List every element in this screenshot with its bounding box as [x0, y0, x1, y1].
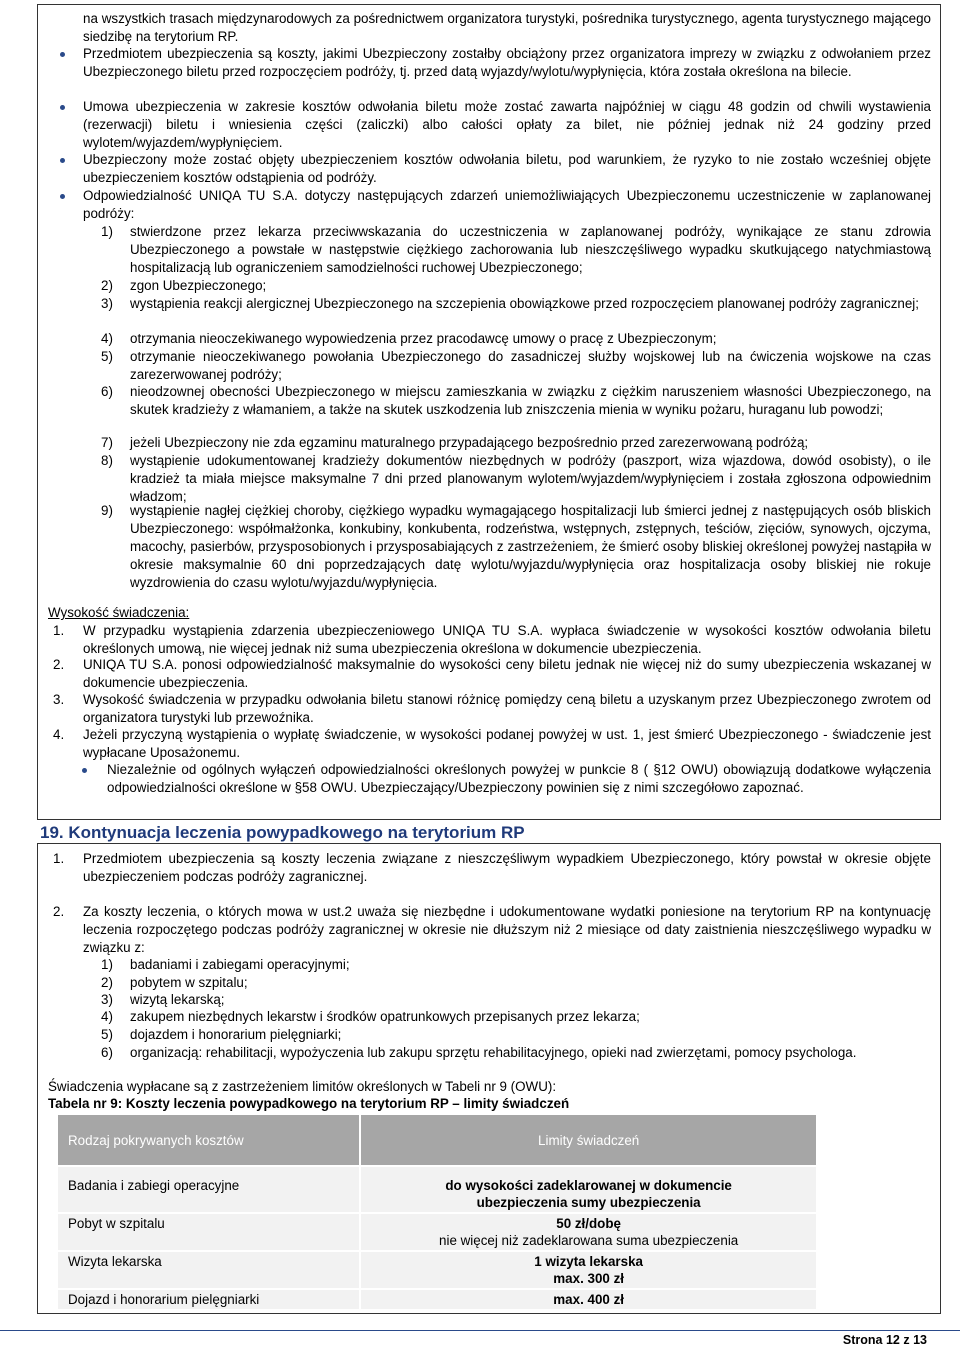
list-item: pobytem w szpitalu;: [130, 975, 248, 990]
list-number: 1.: [53, 851, 65, 866]
list-item: stwierdzone przez lekarza przeciwwskazania do uczestniczenia w zaplanowanej podróży, wynikające ze stanu zdrowia Ubezpieczonego a powstałe w następstwie ciężkiego zachorowania lub nieszczęśliwego wypadku skutkującego natychmiastową hospitalizacją lub ograniczeniem samodzielności ruchowej Ubezpieczonego;: [130, 224, 931, 275]
list-item: organizacją: rehabilitacji, wypożyczenia lub zakupu sprzętu rehabilitacyjnego, opieki nad zwierzętami, pomocy psychologa.: [130, 1045, 857, 1060]
value-line: ubezpieczenia sumy ubezpieczenia: [476, 1195, 701, 1210]
bullet-icon: [60, 105, 65, 110]
list-item: wystąpienia reakcji alergicznej Ubezpieczonego na szczepienia obowiązkowe przed rozpoczęciem planowanej podróży zagranicznej;: [130, 296, 919, 311]
list-item: Wysokość świadczenia w przypadku odwołania biletu stanowi różnicę pomiędzy ceną biletu a uzyskanym przez Ubezpieczonego zwrotem od organizatora turystyki lub przewoźnika.: [83, 692, 931, 725]
value-line: max. 400 zł: [553, 1292, 624, 1307]
table-cell-value: [360, 1289, 817, 1310]
paragraph-condition: Ubezpieczony może zostać objęty ubezpieczeniem kosztów odwołania biletu, pod warunkiem, że ryzyko to nie zostało wcześniej objęte ubezpieczeniem kosztów odstąpienia od podróży.: [83, 152, 931, 185]
footer-rule: [0, 1330, 960, 1331]
list-item: wystąpienie udokumentowanej kradzieży dokumentów niezbędnych w podróży (paszport, wiza wjazdowa, dowód osobisty), o ile kradzież ta miała miejsce maksymalne 7 dni przed planowanym wylotem/wyjazdem/wypłynięciem i została zgłoszona odpowiednim władzom;: [130, 453, 931, 504]
table-cell-value: [360, 1166, 817, 1213]
list-item: dojazdem i honorarium pielęgniarki;: [130, 1027, 342, 1042]
paragraph-contract: Umowa ubezpieczenia w zakresie kosztów odwołania biletu może zostać zawarta najpóźniej w ciągu 48 godzin od chwili wystawienia (rezerwacji) biletu i wniesienia części (zaliczki) albo całości opłaty za bilet, nie później jednak niż 24 godziny przed wylotem/wyjazdem/wypłynięciem.: [83, 99, 931, 150]
list-number: 2): [101, 278, 113, 293]
list-item: zgon Ubezpieczonego;: [130, 278, 267, 293]
list-number: 5): [101, 1027, 113, 1042]
paragraph-costs-19: Za koszty leczenia, o których mowa w ust.2 uważa się niezbędne i udokumentowane wydatki poniesione na terytorium RP na kontynuację leczenia rozpoczętego podczas podróży zagranicznej w okresie nie dłuższym niż 2 miesiące od daty zaistnienia nieszczęśliwego wypadku w związku z:: [83, 904, 931, 955]
bullet-icon: [60, 194, 65, 199]
table-header-cell: Rodzaj pokrywanych kosztów: [57, 1114, 360, 1166]
table-title: Tabela nr 9: Koszty leczenia powypadkowego na terytorium RP – limity świadczeń: [48, 1096, 570, 1111]
list-item: wizytą lekarską;: [130, 992, 225, 1007]
value-line: 50 zł/dobę: [556, 1216, 621, 1231]
list-item: Jeżeli przyczyną wystąpienia o wypłatę świadczenie, w wysokości podanej powyżej w ust. 1, jest śmierć Ubezpieczonego - świadczenie jest wypłacane Uposażonemu.: [83, 727, 931, 760]
list-item: W przypadku wystąpienia zdarzenia ubezpieczeniowego UNIQA TU S.A. wypłaca świadczenie w wysokości kosztów odwołania biletu określonych umową, nie więcej jednak niż suma ubezpieczenia określona w dokumencie ubezpieczenia.: [83, 623, 931, 656]
list-item: jeżeli Ubezpieczony nie zda egzaminu maturalnego przypadającego bezpośrednio przed zarezerwowaną podróżą;: [130, 435, 809, 450]
list-item: otrzymanie nieoczekiwanego powołania Ubezpieczonego do zasadniczej służby wojskowej lub na ćwiczenia wojskowe na czas zarezerwowanej podróży;: [130, 349, 931, 382]
list-number: 7): [101, 435, 113, 450]
paragraph-liability: Odpowiedzialność UNIQA TU S.A. dotyczy następujących zdarzeń uniemożliwiających Ubezpieczonemu uczestniczenie w zaplanowanej podróży:: [83, 188, 931, 221]
list-item: wystąpienie nagłej ciężkiej choroby, ciężkiego wypadku wymagającego hospitalizacji lub śmierci jednej z następujących osób bliskich Ubezpieczonego: współmałżonka, konkubiny, konkubenta, rodzeństwa, wstępnych, zstępnych, teściów, zięciów, synowych, ojczyma, macochy, pasierbów, przysposobionych i przysposabiających z zastrzeżeniem, że śmierć osoby bliskiej określonej powyżej nastąpiła w okresie maksymalnie 60 dni poprzedzających datę wylotu/wyjazdu/wypłynięcia oraz hospitalizacja osoby bliskiej nie rokuje wyzdrowienia do czasu wylotu/wyjazdu/wypłynięcia.: [130, 503, 931, 590]
value-line: max. 300 zł: [553, 1271, 624, 1286]
list-item: otrzymania nieoczekiwanego wypowiedzenia przez pracodawcę umowy o pracę z Ubezpieczonym;: [130, 331, 717, 346]
list-number: 3.: [53, 692, 65, 707]
list-number: 1): [101, 957, 113, 972]
section-heading: 19. Kontynuacja leczenia powypadkowego na terytorium RP: [40, 823, 525, 842]
list-item: nieodzownej obecności Ubezpieczonego w miejscu zamieszkania w związku z ciężkim naruszeniem własności Ubezpieczonego, na skutek kradzieży z włamaniem, a także na skutek uszkodzenia lub zniszczenia mienia w wyniku pożaru, huraganu lub powodzi;: [130, 384, 931, 417]
table-cell: Pobyt w szpitalu: [57, 1213, 360, 1251]
bullet-icon: [82, 768, 87, 773]
limits-table: [56, 1113, 818, 1311]
value-line: nie więcej niż zadeklarowana suma ubezpieczenia: [439, 1233, 739, 1248]
paragraph-exclusions: Niezależnie od ogólnych wyłączeń odpowiedzialności określonych powyżej w punkcie 8 ( §12 OWU) obowiązują dodatkowe wyłączenia odpowiedzialności określone w §58 OWU. Ubezpieczający/Ubezpieczony powinien się z nimi szczegółowo zapoznać.: [107, 762, 931, 795]
table-cell: Dojazd i honorarium pielęgniarki: [57, 1289, 360, 1310]
list-number: 5): [101, 349, 113, 364]
list-number: 6): [101, 384, 113, 399]
limits-note: Świadczenia wypłacane są z zastrzeżeniem limitów określonych w Tabeli nr 9 (OWU):: [48, 1079, 557, 1094]
list-number: 9): [101, 503, 113, 518]
table-row: [57, 1289, 817, 1310]
table-header-row: [57, 1114, 817, 1166]
list-item: zakupem niezbędnych lekarstw i środków opatrunkowych przepisanych przez lekarza;: [130, 1009, 640, 1024]
value-line: do wysokości zadeklarowanej w dokumencie: [445, 1178, 732, 1193]
bullet-icon: [60, 52, 65, 57]
table-cell: Wizyta lekarska: [57, 1251, 360, 1289]
amount-heading: Wysokość świadczenia:: [48, 605, 190, 620]
table-header-cell: Limity świadczeń: [360, 1114, 817, 1166]
list-number: 3): [101, 992, 113, 1007]
paragraph-subject-19: Przedmiotem ubezpieczenia są koszty leczenia związane z nieszczęśliwym wypadkiem Ubezpieczonego, który powstał w okresie objęte ubezpieczeniem podczas podróży zagranicznej.: [83, 851, 931, 884]
list-number: 4): [101, 1009, 113, 1024]
list-item: badaniami i zabiegami operacyjnymi;: [130, 957, 350, 972]
list-number: 3): [101, 296, 113, 311]
page-number: Strona 12 z 13: [842, 1333, 927, 1347]
list-number: 8): [101, 453, 113, 468]
list-number: 2): [101, 975, 113, 990]
paragraph-subject: Przedmiotem ubezpieczenia są koszty, jakimi Ubezpieczony zostałby obciążony przez organizatora imprezy w związku z odwołaniem przez Ubezpieczonego biletu przed rozpoczęciem podróży, tj. przed datą wyjazdy/wylotu/wypłynięcia, która została określona na bilecie.: [83, 46, 931, 79]
bullet-icon: [60, 158, 65, 163]
table-cell: Badania i zabiegi operacyjne: [57, 1166, 360, 1213]
list-item: UNIQA TU S.A. ponosi odpowiedzialność maksymalnie do wysokości ceny biletu jednak nie więcej niż do sumy ubezpieczenia wskazanej w dokumencie ubezpieczenia.: [83, 657, 931, 690]
list-number: 2.: [53, 657, 65, 672]
table-row: [57, 1166, 817, 1213]
list-number: 1): [101, 224, 113, 239]
list-number: 1.: [53, 623, 65, 638]
list-number: 6): [101, 1045, 113, 1060]
paragraph-intro: na wszystkich trasach międzynarodowych za pośrednictwem organizatora turystyki, pośrednika turystycznego, agenta turystycznego mającego siedzibę na terytorium RP.: [83, 11, 931, 44]
list-number: 4): [101, 331, 113, 346]
value-line: 1 wizyta lekarska: [534, 1254, 643, 1269]
table-cell-value: [360, 1213, 817, 1251]
table-row: [57, 1251, 817, 1289]
table-row: [57, 1213, 817, 1251]
list-number: 2.: [53, 904, 65, 919]
table-cell-value: [360, 1251, 817, 1289]
list-number: 4.: [53, 727, 65, 742]
